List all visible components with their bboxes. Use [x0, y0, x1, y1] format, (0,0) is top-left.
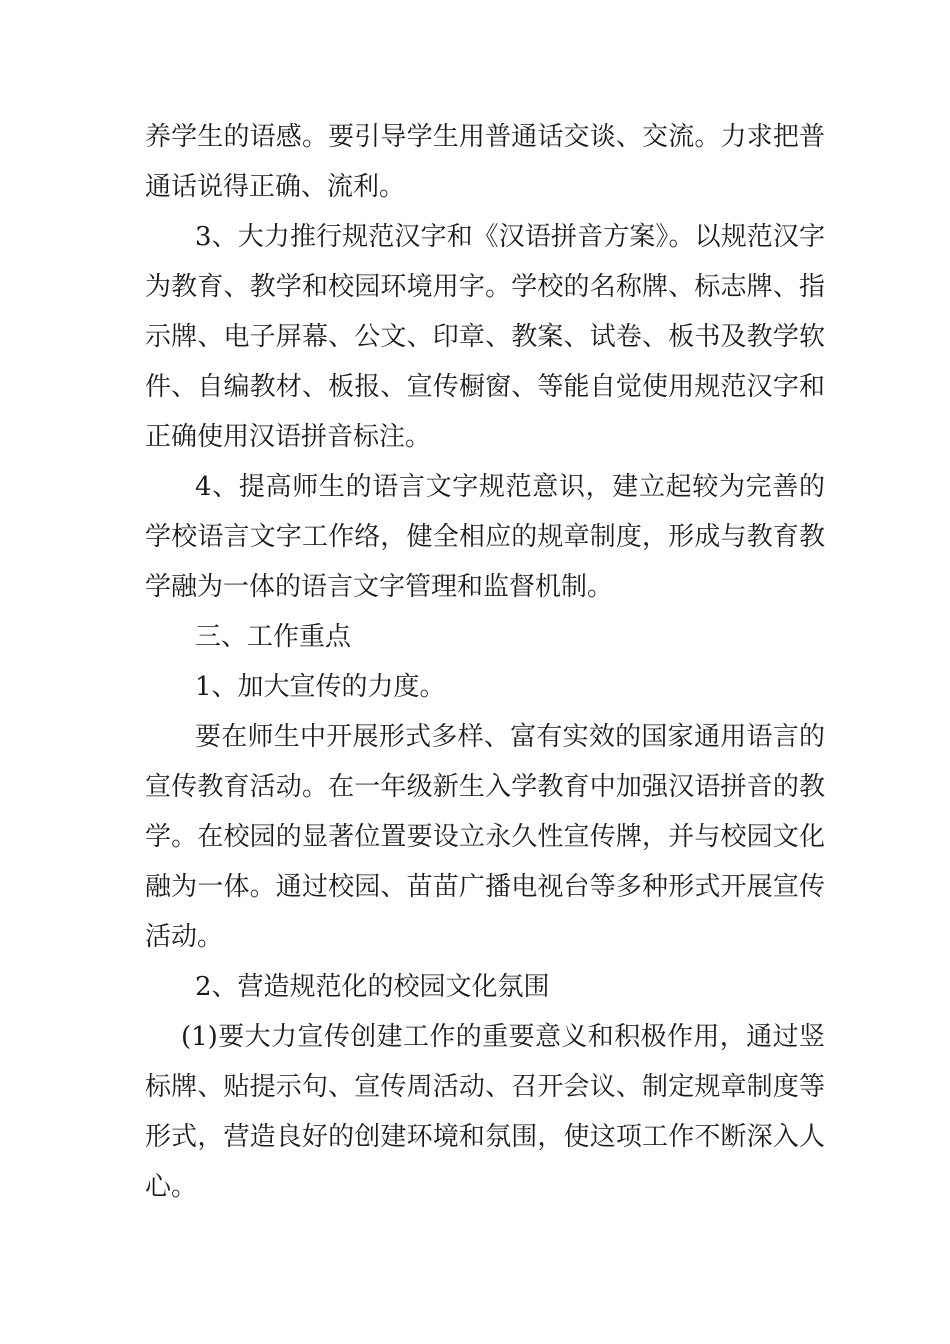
- section-heading-work-focus: 三、工作重点: [195, 622, 352, 652]
- document-body: [145, 112, 825, 1212]
- paragraph-item-3: 3、大力推行规范汉字和《汉语拼音方案》。以规范汉字为教育、教学和校园环境用字。学校的名称牌、标志牌、指示牌、电子屏幕、公文、印章、教案、试卷、板书及教学软件、自编教材、板报、宣传橱窗、等能自觉使用规范汉字和正确使用汉语拼音标注。: [145, 222, 825, 452]
- paragraph-item-4: 4、提高师生的语言文字规范意识，建立起较为完善的学校语言文字工作络，健全相应的规章制度，形成与教育教学融为一体的语言文字管理和监督机制。: [145, 472, 825, 602]
- subheading-item-2: 2、营造规范化的校园文化氛围: [195, 972, 550, 1002]
- paragraph-publicity: 要在师生中开展形式多样、富有实效的国家通用语言的宣传教育活动。在一年级新生入学教育中加强汉语拼音的教学。在校园的显著位置要设立永久性宣传牌，并与校园文化融为一体。通过校园、苗苗广播电视台等多种形式开展宣传活动。: [145, 722, 825, 952]
- paragraph-continuation: 养学生的语感。要引导学生用普通话交谈、交流。力求把普通话说得正确、流利。: [145, 122, 825, 202]
- subheading-item-1: 1、加大宣传的力度。: [195, 672, 446, 702]
- paragraph-sub-item-1: (1)要大力宣传创建工作的重要意义和积极作用，通过竖标牌、贴提示句、宣传周活动、召开会议、制定规章制度等形式，营造良好的创建环境和氛围，使这项工作不断深入人心。: [145, 1022, 825, 1202]
